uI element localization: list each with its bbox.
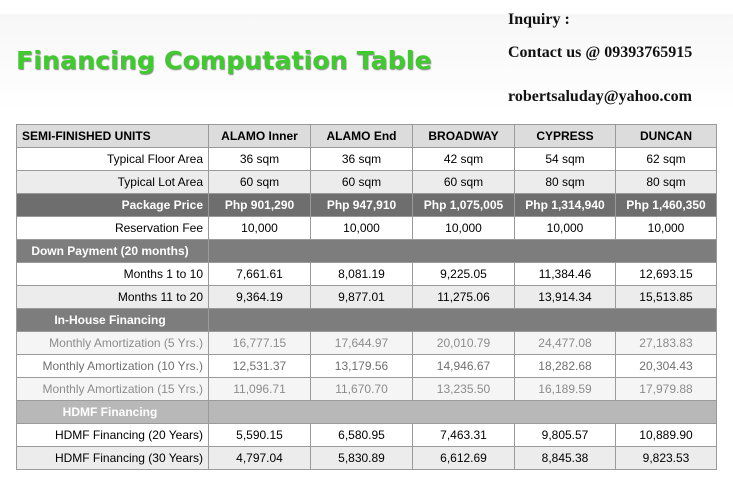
- table-cell: 8,845.38: [515, 447, 616, 470]
- table-cell: 12,531.37: [209, 355, 311, 378]
- table-cell: 10,889.90: [616, 424, 717, 447]
- column-header: ALAMO Inner: [209, 125, 311, 148]
- row-label: Monthly Amortization (10 Yrs.): [17, 355, 209, 378]
- table-cell: 17,644.97: [311, 332, 413, 355]
- row-label: Typical Lot Area: [17, 171, 209, 194]
- table-row: [17, 148, 717, 171]
- section-fill: [209, 240, 717, 263]
- table-row: [17, 447, 717, 470]
- table-cell: 36 sqm: [209, 148, 311, 171]
- table-cell: 11,384.46: [515, 263, 616, 286]
- section-label: Down Payment (20 months): [17, 240, 209, 263]
- column-header: ALAMO End: [311, 125, 413, 148]
- section-fill: [209, 309, 717, 332]
- contact-email: robertsaluday@yahoo.com: [508, 88, 692, 105]
- row-label: HDMF Financing (30 Years): [17, 447, 209, 470]
- row-label: Months 1 to 10: [17, 263, 209, 286]
- row-label: Package Price: [17, 194, 209, 217]
- table-cell: 14,946.67: [413, 355, 515, 378]
- row-label: Typical Floor Area: [17, 148, 209, 171]
- table-cell: 60 sqm: [413, 171, 515, 194]
- table-cell: 60 sqm: [311, 171, 413, 194]
- table-row: [17, 263, 717, 286]
- table-row-package-price: [17, 194, 717, 217]
- column-header: BROADWAY: [413, 125, 515, 148]
- table-cell: 13,235.50: [413, 378, 515, 401]
- table-cell: 10,000: [311, 217, 413, 240]
- table-cell: 80 sqm: [515, 171, 616, 194]
- table-cell: 10,000: [616, 217, 717, 240]
- table-cell: 6,580.95: [311, 424, 413, 447]
- table-cell: Php 1,460,350: [616, 194, 717, 217]
- table-cell: 7,463.31: [413, 424, 515, 447]
- table-cell: 42 sqm: [413, 148, 515, 171]
- row-label: Monthly Amortization (5 Yrs.): [17, 332, 209, 355]
- table-cell: 8,081.19: [311, 263, 413, 286]
- table-cell: 17,979.88: [616, 378, 717, 401]
- table-cell: Php 1,075,005: [413, 194, 515, 217]
- table-cell: 18,282.68: [515, 355, 616, 378]
- section-label: In-House Financing: [17, 309, 209, 332]
- table-cell: 24,477.08: [515, 332, 616, 355]
- table-cell: 15,513.85: [616, 286, 717, 309]
- table-cell: 9,805.57: [515, 424, 616, 447]
- table-cell: 10,000: [515, 217, 616, 240]
- row-label: HDMF Financing (20 Years): [17, 424, 209, 447]
- table-row: [17, 355, 717, 378]
- inquiry-label: Inquiry :: [508, 11, 570, 28]
- table-cell: 9,225.05: [413, 263, 515, 286]
- table-row: [17, 332, 717, 355]
- section-fill: [209, 401, 717, 424]
- table-cell: 4,797.04: [209, 447, 311, 470]
- table-cell: 11,670.70: [311, 378, 413, 401]
- financing-table: [16, 124, 717, 470]
- section-row-hdmf-financing: [17, 401, 717, 424]
- table-cell: Php 947,910: [311, 194, 413, 217]
- table-cell: Php 901,290: [209, 194, 311, 217]
- table-cell: 10,000: [209, 217, 311, 240]
- table-cell: 9,877.01: [311, 286, 413, 309]
- table-cell: 7,661.61: [209, 263, 311, 286]
- section-row-in-house-financing: [17, 309, 717, 332]
- table-cell: 36 sqm: [311, 148, 413, 171]
- table-cell: 13,914.34: [515, 286, 616, 309]
- table-row: [17, 171, 717, 194]
- table-cell: 62 sqm: [616, 148, 717, 171]
- table-cell: 54 sqm: [515, 148, 616, 171]
- table-cell: 20,010.79: [413, 332, 515, 355]
- row-label: Reservation Fee: [17, 217, 209, 240]
- contact-phone: Contact us @ 09393765915: [508, 44, 693, 61]
- table-cell: 9,364.19: [209, 286, 311, 309]
- table-cell: Php 1,314,940: [515, 194, 616, 217]
- table-cell: 16,189.59: [515, 378, 616, 401]
- table-cell: 10,000: [413, 217, 515, 240]
- section-row-down-payment: [17, 240, 717, 263]
- column-header: CYPRESS: [515, 125, 616, 148]
- table-cell: 80 sqm: [616, 171, 717, 194]
- table-cell: 5,830.89: [311, 447, 413, 470]
- section-label: HDMF Financing: [17, 401, 209, 424]
- table-row: [17, 378, 717, 401]
- table-cell: 27,183.83: [616, 332, 717, 355]
- table-row: [17, 424, 717, 447]
- table-cell: 60 sqm: [209, 171, 311, 194]
- table-cell: 9,823.53: [616, 447, 717, 470]
- table-cell: 11,275.06: [413, 286, 515, 309]
- column-header: DUNCAN: [616, 125, 717, 148]
- table-cell: 16,777.15: [209, 332, 311, 355]
- table-header-row: [17, 125, 717, 148]
- table-cell: 5,590.15: [209, 424, 311, 447]
- row-label: Monthly Amortization (15 Yrs.): [17, 378, 209, 401]
- page-title: Financing Computation Table: [16, 46, 432, 75]
- table-row: [17, 217, 717, 240]
- table-cell: 11,096.71: [209, 378, 311, 401]
- column-header: SEMI-FINISHED UNITS: [17, 125, 209, 148]
- row-label: Months 11 to 20: [17, 286, 209, 309]
- table-cell: 6,612.69: [413, 447, 515, 470]
- table-cell: 12,693.15: [616, 263, 717, 286]
- table-row: [17, 286, 717, 309]
- table-cell: 13,179.56: [311, 355, 413, 378]
- table-cell: 20,304.43: [616, 355, 717, 378]
